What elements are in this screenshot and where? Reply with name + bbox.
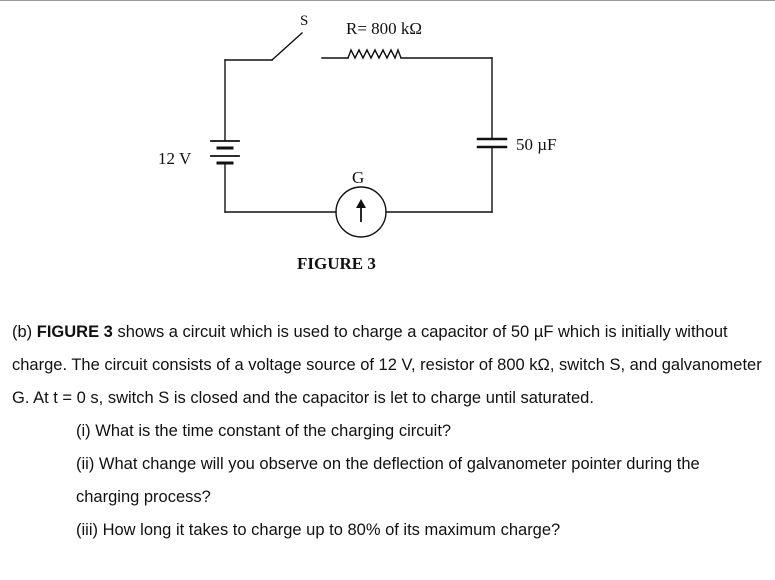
galvanometer-arrow-icon: [356, 199, 366, 222]
resistor-symbol: [348, 50, 401, 58]
switch-label: S: [300, 13, 309, 29]
galvanometer-label: G: [352, 168, 365, 187]
figure-reference: FIGURE 3: [36, 323, 113, 341]
capacitor-label: 50 µF: [516, 135, 557, 154]
switch-blade: [272, 33, 302, 60]
sub-question-iii: (iii) How long it takes to charge up to 80% of its maximum charge?: [76, 521, 561, 539]
sub-question-i: (i) What is the time constant of the charging circuit?: [76, 422, 452, 440]
question-part-prefix: (b): [12, 323, 37, 341]
battery-label: 12 V: [158, 149, 192, 168]
figure-caption: FIGURE 3: [297, 254, 376, 273]
question-intro: [12, 316, 762, 415]
question-block: [12, 316, 762, 547]
sub-question-ii: (ii) What change will you observe on the deflection of galvanometer pointer during the charging process?: [76, 455, 700, 506]
question-intro-text: shows a circuit which is used to charge a capacitor of 50 µF which is initially without charge. The circuit consists of a voltage source of 12 V, resistor of 800 kΩ, switch S, and galvanometer G. At t = 0 s, switch S is closed and the capacitor is let to charge until saturated.: [12, 323, 762, 407]
resistor-label: R= 800 kΩ: [346, 19, 423, 38]
